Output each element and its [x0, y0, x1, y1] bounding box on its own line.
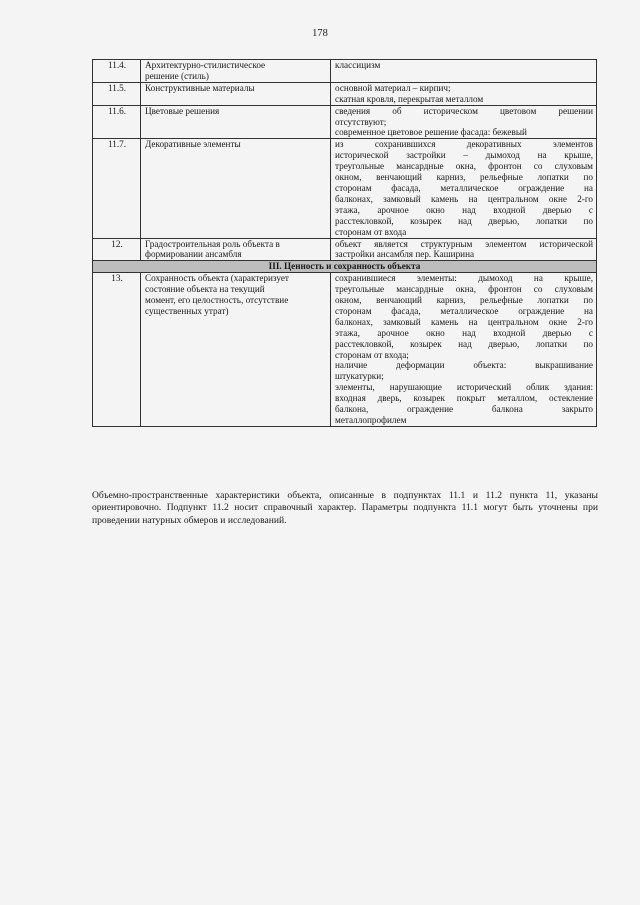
cell-text-line: момент, его целостность, отсутствие [145, 295, 289, 306]
row-number: 11.6. [93, 105, 141, 139]
cell-text-line: Сохранность объекта (характеризует [145, 273, 289, 284]
cell-text-line: балкона, ограждение балкона закрыто [335, 404, 593, 415]
cell-text-line: основной материал – кирпич; [335, 82, 451, 93]
characteristic-name [141, 273, 331, 427]
cell-text-line: Архитектурно-стилистическое [145, 60, 266, 70]
cell-text-line: из сохранившихся декоративных элементов [335, 139, 593, 150]
cell-text-line: балконах, замковый камень на центральном окне 2-го [335, 316, 593, 327]
table-row [93, 82, 597, 105]
cell-text-line: сведения об историческом цветовом решении [335, 105, 593, 116]
cell-text-line: расстекловкой, козырек над дверью, лопатки по [335, 338, 593, 349]
cell-text-line: современное цветовое решение фасада: бежевый [335, 127, 527, 138]
cell-text-line: сохранившиеся элементы: дымоход на крыше, [335, 273, 593, 284]
cell-text-line: исторической застройки – дымоход на крыше, [335, 150, 593, 161]
cell-text-line: наличие деформации объекта: выкрашивание [335, 360, 593, 371]
cell-text-line: элементы, нарушающие исторический облик здания: [335, 382, 593, 393]
row-number: 11.4. [93, 60, 141, 83]
cell-text-line: этажа, арочное окно над входной дверью с [335, 204, 593, 215]
cell-text-line: сторонам от входа; [335, 349, 409, 360]
table-row [93, 238, 597, 261]
characteristic-name [141, 139, 331, 238]
cell-text-line: Конструктивные материалы [145, 82, 255, 93]
characteristics-table [92, 59, 597, 427]
cell-text-line: Цветовые решения [145, 105, 220, 116]
cell-text-line: Декоративные элементы [145, 139, 241, 150]
table-row [93, 139, 597, 238]
cell-text-line: решение (стиль) [145, 70, 209, 81]
characteristic-value [331, 273, 597, 427]
cell-text-line: состояние объекта на текущий [145, 284, 265, 295]
cell-text-line: металлопрофилем [335, 415, 407, 425]
footnote-paragraph: Объемно-пространственные характеристики объекта, описанные в подпунктах 11.1 и 11.2 пункта 11, указаны ориентировочно. Подпункт 11.2 носит справочный характер. Параметры подпункта 11.1 могут быть уточнены при проведении натурных обмеров и исследований. [92, 490, 598, 526]
cell-text-line: отсутствуют; [335, 116, 387, 127]
cell-text-line: балконах, замковый камень на центральном окне 2-го [335, 193, 593, 204]
cell-text-line: этажа, арочное окно над входной дверью с [335, 327, 593, 338]
characteristic-name [141, 105, 331, 139]
page-number: 178 [312, 28, 328, 39]
table-row [93, 273, 597, 427]
cell-text-line: Градостроительная роль объекта в [145, 238, 280, 249]
cell-text-line: окном, венчающий карниз, рельефные лопатки по [335, 172, 593, 183]
characteristic-value [331, 82, 597, 105]
cell-text-line: штукатурки; [335, 371, 384, 382]
cell-text-line: существенных утрат) [145, 305, 229, 316]
cell-text-line: классицизм [335, 60, 381, 70]
cell-text-line: треугольные мансардные окна, фронтон со слуховым [335, 161, 593, 172]
cell-text-line: сторонам от входа [335, 226, 407, 237]
row-number: 13. [93, 273, 141, 427]
characteristic-name [141, 238, 331, 261]
section-title: III. Ценность и сохранность объекта [93, 261, 597, 273]
cell-text-line: скатная кровля, перекрытая металлом [335, 93, 484, 104]
cell-text-line: окном, венчающий карниз, рельефные лопатки по [335, 295, 593, 306]
table-body [93, 60, 597, 427]
table-row [93, 105, 597, 139]
cell-text-line: треугольные мансардные окна, фронтон со слуховым [335, 284, 593, 295]
characteristic-value [331, 60, 597, 83]
cell-text-line: объект является структурным элементом исторической [335, 238, 593, 249]
characteristic-value [331, 139, 597, 238]
characteristic-value [331, 105, 597, 139]
characteristic-name [141, 82, 331, 105]
cell-text-line: входная дверь, козырек покрыт металлом, остекление [335, 393, 593, 404]
section-header-row [93, 261, 597, 273]
cell-text-line: формировании ансамбля [145, 249, 242, 260]
cell-text-line: сторонам фасада, металлическое ограждение на [335, 182, 593, 193]
cell-text-line: застройки ансамбля пер. Каширина [335, 249, 475, 260]
table-row [93, 60, 597, 83]
row-number: 11.7. [93, 139, 141, 238]
cell-text-line: расстекловкой, козырек над дверью, лопатки по [335, 215, 593, 226]
characteristic-name [141, 60, 331, 83]
row-number: 11.5. [93, 82, 141, 105]
characteristic-value [331, 238, 597, 261]
row-number: 12. [93, 238, 141, 261]
cell-text-line: сторонам фасада, металлическое ограждение на [335, 305, 593, 316]
